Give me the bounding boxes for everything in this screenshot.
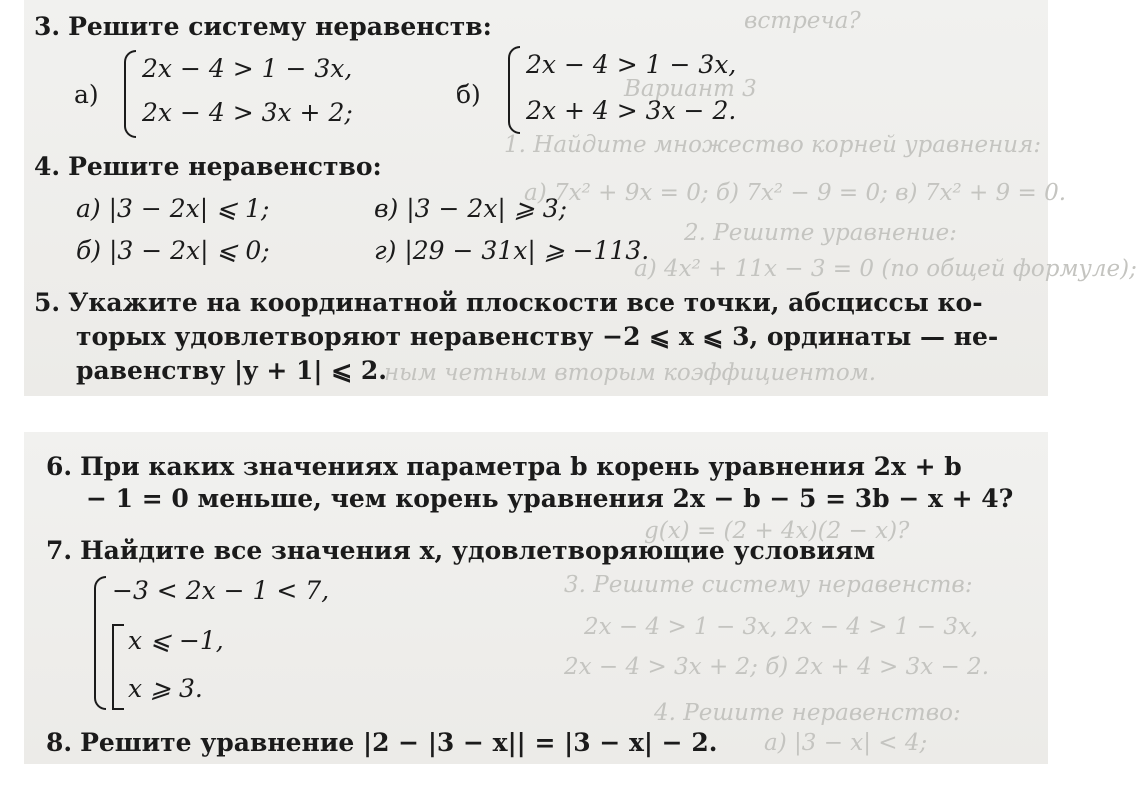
system-brace [124, 50, 136, 138]
task3-a-line2: 2x − 4 > 3x + 2; [142, 98, 353, 127]
task6-line1: 6. При каких значениях параметра b корень уравнения 2x + b [46, 452, 962, 481]
task7-union-line1: x ⩽ −1, [128, 626, 224, 655]
task7-heading: 7. Найдите все значения x, удовлетворяющие условиям [46, 536, 876, 565]
upper-page-block [24, 0, 1137, 396]
lower-page-block [24, 432, 1048, 764]
task4-item-v: в) |3 − 2x| ⩾ 3; [374, 194, 568, 223]
bleed-text: встреча? [744, 8, 861, 34]
bleed-text: Вариант 3 [624, 76, 757, 102]
bleed-text: а) 4x² + 11x − 3 = 0 (по общей формуле); [634, 256, 1137, 282]
system-brace [508, 46, 520, 134]
task3-number: 3. [34, 12, 61, 41]
task5-line1: 5. Укажите на координатной плоскости все точки, абсциссы ко- [34, 288, 983, 317]
bleed-text: 2. Решите уравнение: [684, 220, 957, 246]
task6-line2: − 1 = 0 меньше, чем корень уравнения 2x − b − 5 = 3b − x + 4? [86, 484, 1014, 513]
task3-title: Решите систему неравенств: [68, 12, 492, 41]
task4-item-b: б) |3 − 2x| ⩽ 0; [76, 236, 270, 265]
task8-number: 8. [46, 728, 73, 757]
union-bracket [112, 624, 124, 710]
task8-line: 8. Решите уравнение |2 − |3 − x|| = |3 − x| − 2. [46, 728, 718, 757]
bleed-text: 2x − 4 > 1 − 3x, 2x − 4 > 1 − 3x, [584, 614, 979, 640]
task4-item-g: г) |29 − 31x| ⩾ −113. [374, 236, 650, 265]
task3-heading [34, 12, 492, 42]
bleed-text: ным четным вторым коэффициентом. [384, 360, 877, 386]
task7-union-line2: x ⩾ 3. [128, 674, 203, 703]
task3-a-line1: 2x − 4 > 1 − 3x, [142, 54, 353, 83]
task7-number: 7. [46, 536, 73, 565]
bleed-text: 1. Найдите множество корней уравнения: [504, 132, 1042, 158]
task4-heading [34, 152, 382, 182]
task4-title: Решите неравенство: [68, 152, 382, 181]
task6-number: 6. [46, 452, 73, 481]
bleed-text: а) 7x² + 9x = 0; б) 7x² − 9 = 0; в) 7x² + 9 = 0. [524, 180, 1067, 206]
bleed-text: 2x − 4 > 3x + 2; б) 2x + 4 > 3x − 2. [564, 654, 990, 680]
task3-a-label: а) [74, 80, 99, 109]
task4-number: 4. [34, 152, 61, 181]
system-brace [94, 576, 106, 710]
task7-system-line1: −3 < 2x − 1 < 7, [112, 576, 330, 605]
task3-b-line2: 2x + 4 > 3x − 2. [526, 96, 737, 125]
task5-line3: равенству |y + 1| ⩽ 2. [76, 356, 387, 385]
task4-item-a: а) |3 − 2x| ⩽ 1; [76, 194, 270, 223]
bleed-text: а) |3 − x| < 4; [764, 730, 928, 756]
bleed-text: 4. Решите неравенство: [654, 700, 961, 726]
bleed-text: g(x) = (2 + 4x)(2 − x)? [644, 518, 910, 544]
task3-b-label: б) [456, 80, 481, 109]
task5-number: 5. [34, 288, 61, 317]
task5-line2: торых удовлетворяют неравенству −2 ⩽ x ⩽ 3, ординаты — не- [76, 322, 999, 351]
bleed-text: 3. Решите систему неравенств: [564, 572, 973, 598]
task3-b-line1: 2x − 4 > 1 − 3x, [526, 50, 737, 79]
